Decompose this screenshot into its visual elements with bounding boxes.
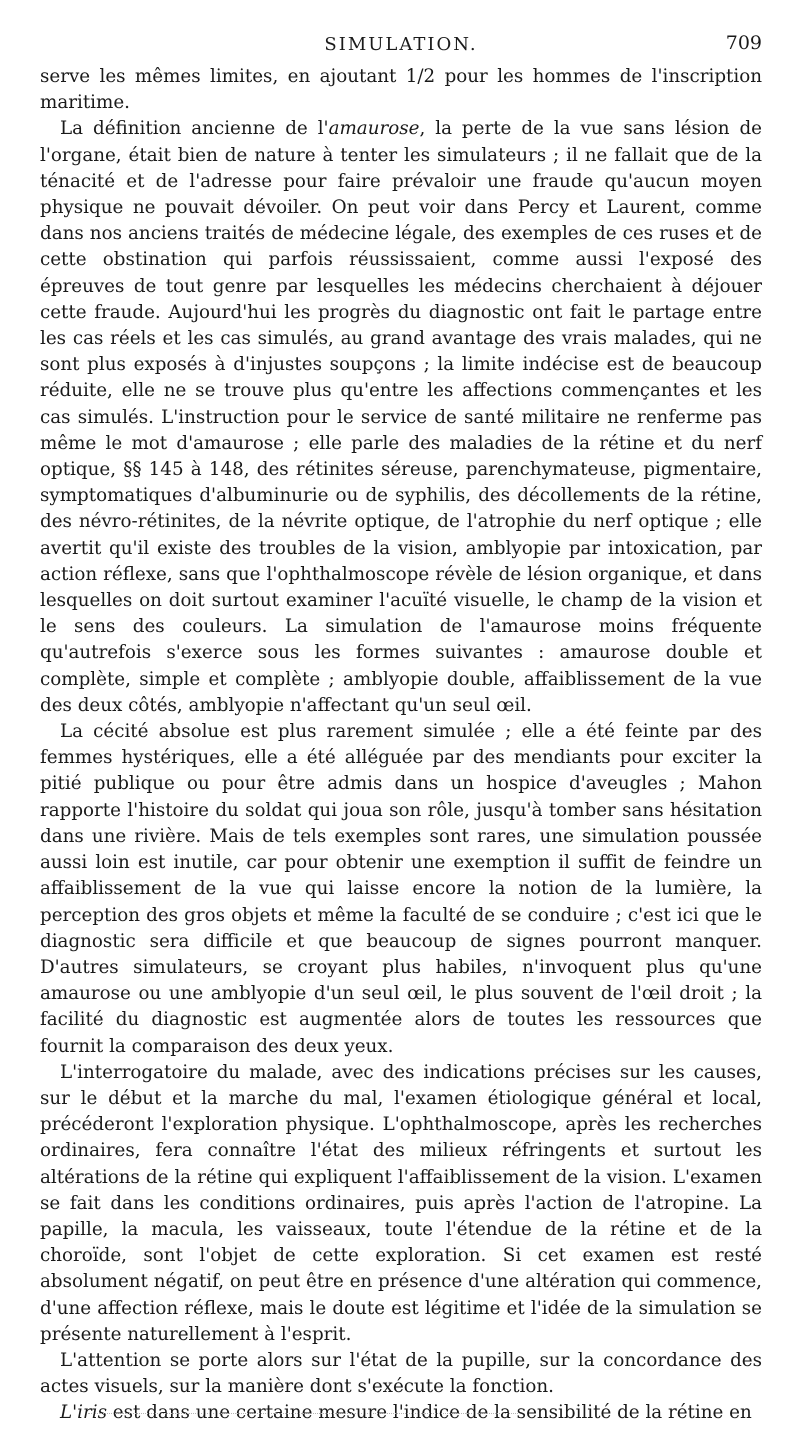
italic-term: amaurose [328, 118, 420, 140]
text-segment: La cécité absolue est plus rarement simulée ; elle a été feinte par des femmes hystériques, elle a été alléguée par des mendiants pour exciter la pitié publique ou pour être admis dans un hospice d'aveugles ; Mahon rapporte l'histoire du soldat qui joua son rôle, jusqu'à tomber sans hésitation dans une rivière. Mais de tels exemples sont rares, une simulation poussée aussi loin est inutile, car pour obtenir une exemption il suffit de feindre un affaiblissement de la vue qui laisse encore la notion de la lumière, la perception des gros objets et même la faculté de se conduire ; c'est ici que le diagnostic sera difficile et que beaucoup de signes pourront manquer. D'autres simulateurs, se croyant plus habiles, n'invoquent plus qu'une amaurose ou une amblyopie d'un seul œil, le plus souvent de l'œil droit ; la facilité du diagnostic est augmentée alors de toutes les ressources que fournit la comparaison des deux yeux. [40, 721, 762, 1057]
text-segment: est dans une certaine mesure l'indice de la sensibilité de la rétine en [107, 1402, 752, 1424]
text-segment: L'attention se porte alors sur l'état de la pupille, sur la concordance des actes visuels, sur la manière dont s'exécute la fonction. [40, 1349, 762, 1398]
book-page [40, 28, 762, 1427]
page-header [40, 28, 762, 64]
paragraph-amaurose-definition [40, 116, 762, 719]
running-title: SIMULATION. [324, 34, 478, 55]
paragraph-attention [40, 1348, 762, 1400]
italic-term: iris [77, 1402, 107, 1424]
paragraph-continuation [40, 64, 762, 116]
paragraph-cecite-absolue [40, 719, 762, 1060]
paragraph-interrogatoire [40, 1060, 762, 1348]
italic-term: L' [60, 1402, 78, 1424]
footer-rule [88, 1413, 518, 1414]
text-segment: L'interrogatoire du malade, avec des indications précises sur les causes, sur le début et la marche du mal, l'examen étiologique général et local, précéderont l'exploration physique. L'ophthalmoscope, après les recherches ordinaires, fera connaître l'état des milieux réfringents et surtout les altérations de la rétine qui expliquent l'affaiblissement de la vision. L'examen se fait dans les conditions ordinaires, puis après l'action de l'atropine. La papille, la macula, les vaisseaux, toute l'étendue de la rétine et de la choroïde, sont l'objet de cette exploration. Si cet examen est resté absolument négatif, on peut être en présence d'une altération qui commence, d'une affection réflexe, mais le doute est légitime et l'idée de la simulation se présente naturellement à l'esprit. [40, 1061, 762, 1345]
page-number: 709 [725, 32, 762, 54]
text-segment: , la perte de la vue sans lésion de l'organe, était bien de nature à tenter les simulateurs ; il ne fallait que de la ténacité et de l'adresse pour faire prévaloir une fraude qu'aucun moyen physique ne pouvait dévoiler. On peut voir dans Percy et Laurent, comme dans nos anciens traités de médecine légale, des exemples de ces ruses et de cette obstination qui parfois réussissaient, comme aussi l'exposé des épreuves de tout genre par lesquelles les médecins cherchaient à déjouer cette fraude. Aujourd'hui les progrès du diagnostic ont fait le partage entre les cas réels et les cas simulés, au grand avantage des vrais malades, qui ne sont plus exposés à d'injustes soupçons ; la limite indécise est de beaucoup réduite, elle ne se trouve plus qu'entre les affections commençantes et les cas simulés. L'instruction pour le service de santé militaire ne renferme pas même le mot d'amaurose ; elle parle des maladies de la rétine et du nerf optique, §§ 145 à 148, des rétinites séreuse, parenchymateuse, pigmentaire, symptomatiques d'albuminurie ou de syphilis, des décollements de la rétine, des névro-rétinites, de la névrite optique, de l'atrophie du nerf optique ; elle avertit qu'il existe des troubles de la vision, amblyopie par intoxication, par action réflexe, sans que l'ophthalmoscope révèle de lésion organique, et dans lesquelles on doit surtout examiner l'acuïté visuelle, le champ de la vision et le sens des couleurs. La simulation de l'amaurose moins fréquente qu'autrefois s'exerce sous les formes suivantes : amaurose double et complète, simple et complète ; amblyopie double, affaiblissement de la vue des deux côtés, amblyopie n'affectant qu'un seul œil. [40, 118, 762, 716]
text-segment: La définition ancienne de l' [60, 118, 329, 140]
body-text [40, 64, 762, 1427]
text-segment: serve les mêmes limites, en ajoutant 1/2 pour les hommes de l'inscription maritime. [40, 66, 762, 114]
